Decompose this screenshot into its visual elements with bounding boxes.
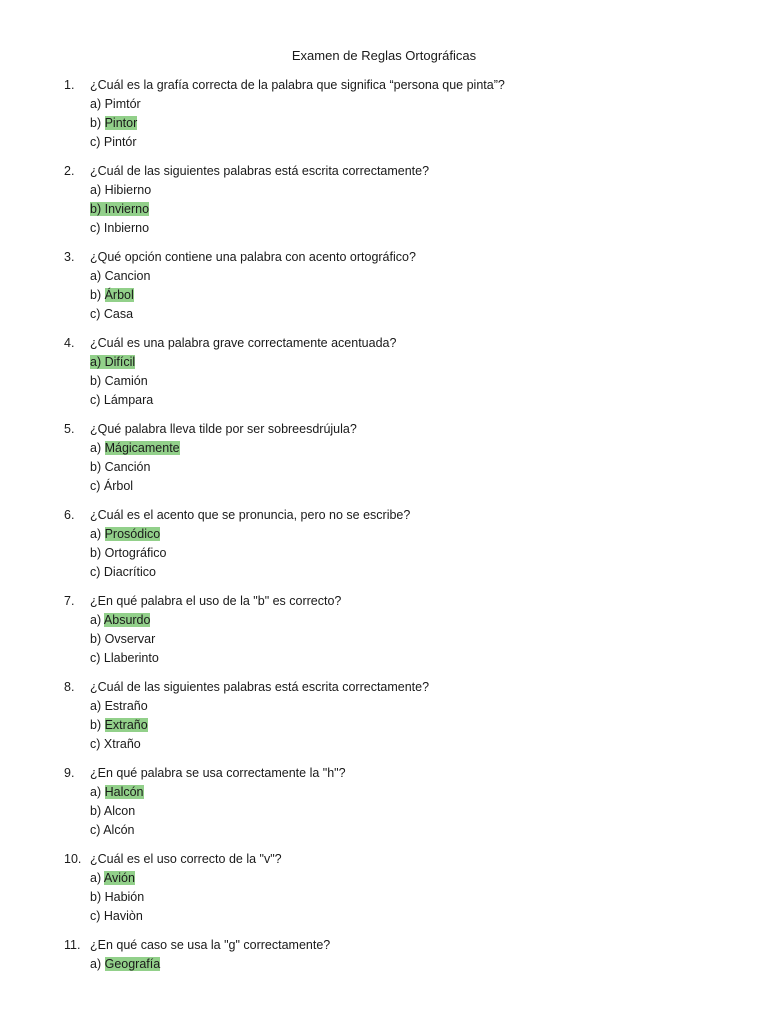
answer-option-word: Cancion <box>104 269 151 283</box>
question-line <box>60 162 740 181</box>
answer-option-letter: b) <box>90 546 105 560</box>
answer-option-letter: b) <box>90 890 105 904</box>
answer-option-letter: a) <box>90 871 104 885</box>
question-line <box>60 334 740 353</box>
answer-option-content <box>90 221 149 235</box>
answer-option <box>60 821 740 840</box>
correct-answer-highlight: Pintor <box>104 116 138 130</box>
answer-option <box>60 181 740 200</box>
answer-option-word: Llaberinto <box>103 651 159 665</box>
answer-option-content <box>90 718 148 732</box>
question-line <box>60 420 740 439</box>
answer-option-letter: a) <box>90 957 105 971</box>
answer-option-letter: a) <box>90 183 105 197</box>
question-text: ¿Cuál de las siguientes palabras está escrita correctamente? <box>90 164 430 178</box>
answer-option <box>60 888 740 907</box>
answer-option-content <box>90 479 133 493</box>
answer-option-content <box>90 565 156 579</box>
answer-option <box>60 869 740 888</box>
answer-option-content <box>90 823 134 837</box>
answer-option-letter: b) <box>90 804 104 818</box>
answer-option-content <box>90 441 180 455</box>
answer-option-word: Casa <box>103 307 134 321</box>
answer-option-letter: c) <box>90 479 104 493</box>
answer-option <box>60 267 740 286</box>
question-item <box>60 334 740 410</box>
answer-option-word: Ortográfico <box>104 546 167 560</box>
question-item <box>60 592 740 668</box>
answer-option <box>60 219 740 238</box>
answer-option-letter: c) <box>90 565 104 579</box>
question-item <box>60 506 740 582</box>
answer-option-word: Lámpara <box>103 393 154 407</box>
answer-option-content <box>90 909 143 923</box>
answer-option-content <box>90 288 134 302</box>
question-item <box>60 420 740 496</box>
question-text: ¿Qué opción contiene una palabra con acento ortográfico? <box>90 250 416 264</box>
answer-option-content <box>90 202 149 216</box>
answer-option <box>60 95 740 114</box>
answer-option-content <box>90 97 141 111</box>
question-number: 3. <box>64 250 75 264</box>
question-number: 6. <box>64 508 75 522</box>
question-item <box>60 850 740 926</box>
question-number: 8. <box>64 680 75 694</box>
question-line <box>60 764 740 783</box>
answer-option <box>60 544 740 563</box>
answer-option <box>60 114 740 133</box>
answer-option <box>60 200 740 219</box>
question-text: ¿En qué caso se usa la "g" correctamente? <box>90 938 331 952</box>
answer-option-letter: b) <box>90 718 105 732</box>
question-number: 7. <box>64 594 75 608</box>
answer-option-content <box>90 374 148 388</box>
answer-option-content <box>90 804 135 818</box>
answer-option <box>60 439 740 458</box>
answer-option-word: Camión <box>104 374 148 388</box>
question-text: ¿Cuál de las siguientes palabras está escrita correctamente? <box>90 680 430 694</box>
question-line <box>60 248 740 267</box>
answer-option-letter: a) <box>90 699 105 713</box>
question-number: 9. <box>64 766 75 780</box>
question-number: 1. <box>64 78 75 92</box>
answer-option <box>60 133 740 152</box>
question-line <box>60 678 740 697</box>
answer-option-word: Estraño <box>104 699 148 713</box>
question-line <box>60 76 740 95</box>
question-line <box>60 936 740 955</box>
question-line <box>60 592 740 611</box>
correct-answer-highlight: Prosódico <box>104 527 161 541</box>
answer-option-content <box>90 546 166 560</box>
correct-answer-highlight: Halcón <box>104 785 144 799</box>
correct-answer-highlight: Invierno <box>104 202 150 216</box>
answer-option <box>60 305 740 324</box>
question-item <box>60 936 740 974</box>
answer-option-letter: a) <box>90 355 105 369</box>
question-number: 11. <box>64 938 81 952</box>
answer-option-content <box>90 393 153 407</box>
answer-option-word: Alcon <box>103 804 136 818</box>
answer-option <box>60 783 740 802</box>
answer-option <box>60 372 740 391</box>
answer-option <box>60 907 740 926</box>
question-item <box>60 76 740 152</box>
question-number: 2. <box>64 164 75 178</box>
answer-option-word: Pintór <box>103 135 137 149</box>
answer-option-content <box>90 269 150 283</box>
answer-option-content <box>90 871 135 885</box>
answer-option-letter: b) <box>90 374 105 388</box>
correct-answer-highlight: Árbol <box>104 288 134 302</box>
answer-option-content <box>90 890 144 904</box>
answer-option-letter: b) <box>90 460 105 474</box>
answer-option <box>60 716 740 735</box>
answer-option-word: Xtraño <box>103 737 141 751</box>
answer-option-letter: a) <box>90 97 105 111</box>
answer-option-word: Haviòn <box>103 909 143 923</box>
answer-option-letter: b) <box>90 632 105 646</box>
answer-option-content <box>90 460 150 474</box>
correct-answer-highlight: Geografía <box>104 957 161 971</box>
answer-option-letter: a) <box>90 785 105 799</box>
answer-option <box>60 630 740 649</box>
answer-option-content <box>90 307 133 321</box>
answer-option-content <box>90 785 144 799</box>
answer-option-content <box>90 613 150 627</box>
question-item <box>60 248 740 324</box>
answer-option-content <box>90 527 160 541</box>
question-line <box>60 850 740 869</box>
answer-option-word: Árbol <box>103 479 134 493</box>
answer-option-content <box>90 737 141 751</box>
answer-option-letter: c) <box>90 221 104 235</box>
answer-option-content <box>90 355 135 369</box>
answer-option-letter: c) <box>90 135 104 149</box>
answer-option-letter: c) <box>90 307 104 321</box>
answer-option-letter: b) <box>90 288 105 302</box>
question-item <box>60 162 740 238</box>
answer-option-word: Ovservar <box>104 632 156 646</box>
answer-option <box>60 563 740 582</box>
answer-option-content <box>90 699 148 713</box>
answer-option <box>60 391 740 410</box>
question-list <box>60 76 740 984</box>
answer-option-letter: a) <box>90 527 105 541</box>
answer-option-content <box>90 651 159 665</box>
question-number: 4. <box>64 336 75 350</box>
answer-option <box>60 697 740 716</box>
answer-option-content <box>90 135 137 149</box>
question-item <box>60 678 740 754</box>
answer-option-letter: a) <box>90 269 105 283</box>
question-item <box>60 764 740 840</box>
answer-option-letter: a) <box>90 441 105 455</box>
correct-answer-highlight: Mágicamente <box>104 441 180 455</box>
question-text: ¿Cuál es el acento que se pronuncia, pero no se escribe? <box>90 508 411 522</box>
question-line <box>60 506 740 525</box>
question-text: ¿En qué palabra el uso de la "b" es correcto? <box>90 594 342 608</box>
question-text: ¿En qué palabra se usa correctamente la "h"? <box>90 766 346 780</box>
answer-option-letter: c) <box>90 737 104 751</box>
exam-title: Examen de Reglas Ortográficas <box>291 48 477 63</box>
answer-option-letter: c) <box>90 393 104 407</box>
correct-answer-highlight: Extraño <box>104 718 148 732</box>
correct-answer-highlight: Absurdo <box>103 613 151 627</box>
answer-option-content <box>90 957 160 971</box>
answer-option-letter: a) <box>90 613 104 627</box>
question-text: ¿Cuál es la grafía correcta de la palabra que significa “persona que pinta”? <box>90 78 505 92</box>
answer-option <box>60 286 740 305</box>
answer-option-word: Pimtór <box>104 97 141 111</box>
answer-option-word: Inbierno <box>103 221 150 235</box>
answer-option-content <box>90 116 137 130</box>
answer-option-word: Alcón <box>103 823 135 837</box>
question-text: ¿Qué palabra lleva tilde por ser sobreesdrújula? <box>90 422 357 436</box>
answer-option <box>60 735 740 754</box>
answer-option <box>60 477 740 496</box>
answer-option <box>60 458 740 477</box>
answer-option-letter: c) <box>90 909 104 923</box>
answer-option-word: Canción <box>104 460 151 474</box>
question-number: 10. <box>64 852 82 866</box>
question-text: ¿Cuál es el uso correcto de la "v"? <box>90 852 282 866</box>
answer-option-word: Hibierno <box>104 183 152 197</box>
answer-option <box>60 611 740 630</box>
answer-option <box>60 649 740 668</box>
answer-option <box>60 353 740 372</box>
answer-option <box>60 525 740 544</box>
answer-option <box>60 802 740 821</box>
question-number: 5. <box>64 422 75 436</box>
correct-answer-highlight: Avión <box>103 871 135 885</box>
correct-answer-highlight: Difícil <box>104 355 136 369</box>
answer-option-content <box>90 632 155 646</box>
answer-option-word: Diacrítico <box>103 565 156 579</box>
answer-option-letter: b) <box>90 202 105 216</box>
answer-option-letter: c) <box>90 823 104 837</box>
answer-option-letter: c) <box>90 651 104 665</box>
question-text: ¿Cuál es una palabra grave correctamente acentuada? <box>90 336 397 350</box>
answer-option-content <box>90 183 151 197</box>
answer-option <box>60 955 740 974</box>
answer-option-letter: b) <box>90 116 105 130</box>
answer-option-word: Habión <box>104 890 145 904</box>
